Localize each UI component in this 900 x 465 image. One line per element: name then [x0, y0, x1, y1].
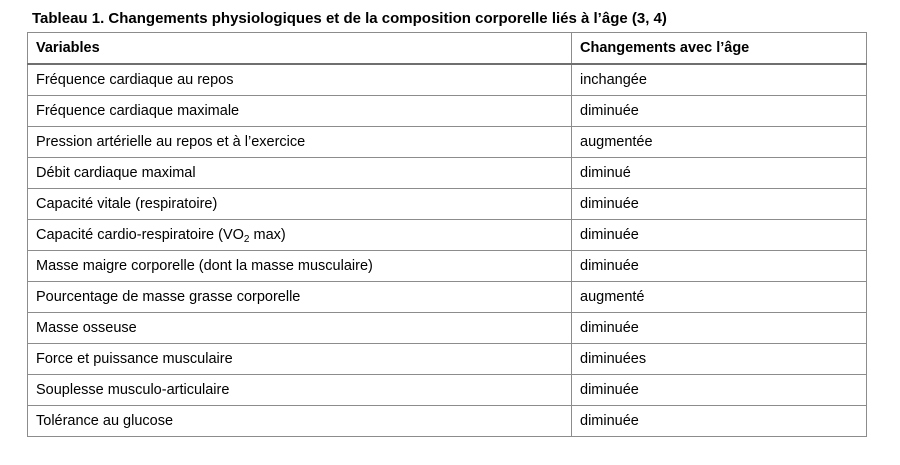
change-cell: diminuée	[572, 313, 867, 344]
change-cell: diminuée	[572, 406, 867, 437]
variable-cell: Tolérance au glucose	[28, 406, 572, 437]
variable-cell	[28, 220, 572, 251]
change-cell: diminué	[572, 158, 867, 189]
change-cell: augmenté	[572, 282, 867, 313]
table-caption: Tableau 1. Changements physiologiques et de la composition corporelle liés à l’âge (3, 4)	[32, 10, 667, 27]
table-row	[28, 127, 867, 158]
change-cell: diminuée	[572, 96, 867, 127]
change-cell: augmentée	[572, 127, 867, 158]
table-row	[28, 375, 867, 406]
variable-cell: Débit cardiaque maximal	[28, 158, 572, 189]
table-row	[28, 251, 867, 282]
change-cell: diminuée	[572, 251, 867, 282]
table-row	[28, 406, 867, 437]
change-cell: diminuée	[572, 375, 867, 406]
column-header-variables: Variables	[28, 33, 572, 65]
table-header-row	[28, 33, 867, 65]
physiological-changes-table	[27, 32, 867, 437]
variable-cell: Pression artérielle au repos et à l’exercice	[28, 127, 572, 158]
change-cell: diminuée	[572, 220, 867, 251]
table-row	[28, 189, 867, 220]
change-cell: diminuée	[572, 189, 867, 220]
table-row	[28, 96, 867, 127]
subscript-2: 2	[243, 234, 250, 245]
table-row	[28, 282, 867, 313]
variable-text-post: max)	[249, 227, 286, 243]
variable-cell: Masse osseuse	[28, 313, 572, 344]
variable-cell: Fréquence cardiaque maximale	[28, 96, 572, 127]
change-cell: inchangée	[572, 64, 867, 96]
variable-cell: Souplesse musculo-articulaire	[28, 375, 572, 406]
change-cell: diminuées	[572, 344, 867, 375]
variable-cell: Force et puissance musculaire	[28, 344, 572, 375]
table-row	[28, 344, 867, 375]
variable-cell: Masse maigre corporelle (dont la masse musculaire)	[28, 251, 572, 282]
variable-cell: Fréquence cardiaque au repos	[28, 64, 572, 96]
table-row	[28, 64, 867, 96]
table-row	[28, 220, 867, 251]
variable-cell: Capacité vitale (respiratoire)	[28, 189, 572, 220]
variable-cell: Pourcentage de masse grasse corporelle	[28, 282, 572, 313]
table-row	[28, 313, 867, 344]
variable-text-pre: Capacité cardio-respiratoire (VO	[36, 227, 244, 243]
column-header-changes: Changements avec l’âge	[572, 33, 867, 65]
table-row	[28, 158, 867, 189]
